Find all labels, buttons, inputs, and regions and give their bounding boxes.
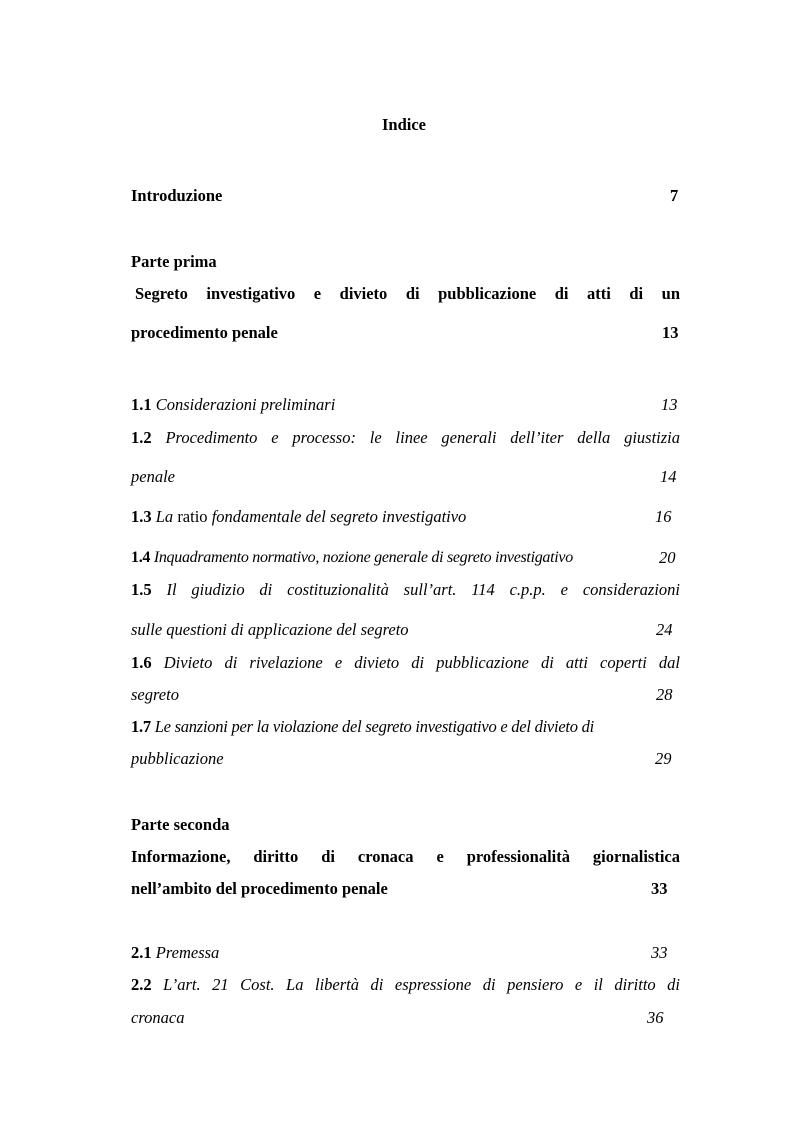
toc-entry-1-3: 1.3 La ratio fondamentale del segreto investigativo <box>131 507 467 526</box>
toc-entry-1-2: 1.2 Procedimento e processo: le linee generali dell’iter della giustizia <box>131 428 681 447</box>
part2-title-line2: nell’ambito del procedimento penale <box>131 879 388 898</box>
toc-entry-1-5: 1.5 Il giudizio di costituzionalità sull’art. 114 c.p.p. e considerazioni <box>131 580 680 599</box>
part2-page: 33 <box>651 879 668 898</box>
toc-page-1-3: 16 <box>655 507 672 526</box>
part1-page: 13 <box>662 323 679 342</box>
toc-page-1-6: 28 <box>656 685 673 704</box>
intro-entry <box>131 186 680 206</box>
toc-entry-1-6-cont: segreto <box>131 685 179 704</box>
toc-page-1-5: 24 <box>656 620 673 639</box>
toc-entry-1-4: 1.4 Inquadramento normativo, nozione generale di segreto investigativo <box>131 549 573 566</box>
part2-title-line1: Informazione, diritto di cronaca e professionalità giornalistica <box>131 847 680 866</box>
toc-entry-1-2-cont: penale <box>131 467 175 486</box>
toc-page-2-1: 33 <box>651 943 668 962</box>
toc-entry-1-7: 1.7 Le sanzioni per la violazione del segreto investigativo e del divieto di <box>131 717 594 736</box>
toc-entry-1-1: 1.1 Considerazioni preliminari <box>131 395 336 414</box>
toc-page-1-2: 14 <box>660 467 677 486</box>
part2-heading: Parte seconda <box>131 815 230 834</box>
intro-page: 7 <box>670 186 679 205</box>
intro-label: Introduzione <box>131 186 223 205</box>
index-title: Indice <box>382 115 427 134</box>
toc-entry-2-2: 2.2 L’art. 21 Cost. La libertà di espressione di pensiero e il diritto di <box>131 975 681 994</box>
toc-page-2-2: 36 <box>647 1008 664 1027</box>
toc-page-1-1: 13 <box>661 395 678 414</box>
part1-heading: Parte prima <box>131 252 217 271</box>
toc-entry-2-2-cont: cronaca <box>131 1008 185 1027</box>
toc-entry-2-1: 2.1 Premessa <box>131 943 220 962</box>
part1-title-line1: Segreto investigativo e divieto di pubblicazione di atti di un <box>135 284 680 303</box>
toc-page-1-7: 29 <box>655 749 672 768</box>
toc-entry-1-7-cont: pubblicazione <box>131 749 224 768</box>
toc-page-1-4: 20 <box>659 548 676 567</box>
toc-entry-1-5-cont: sulle questioni di applicazione del segreto <box>131 620 409 639</box>
toc-entry-1-6: 1.6 Divieto di rivelazione e divieto di pubblicazione di atti coperti dal <box>131 653 680 672</box>
part1-title-line2: procedimento penale <box>131 323 278 342</box>
